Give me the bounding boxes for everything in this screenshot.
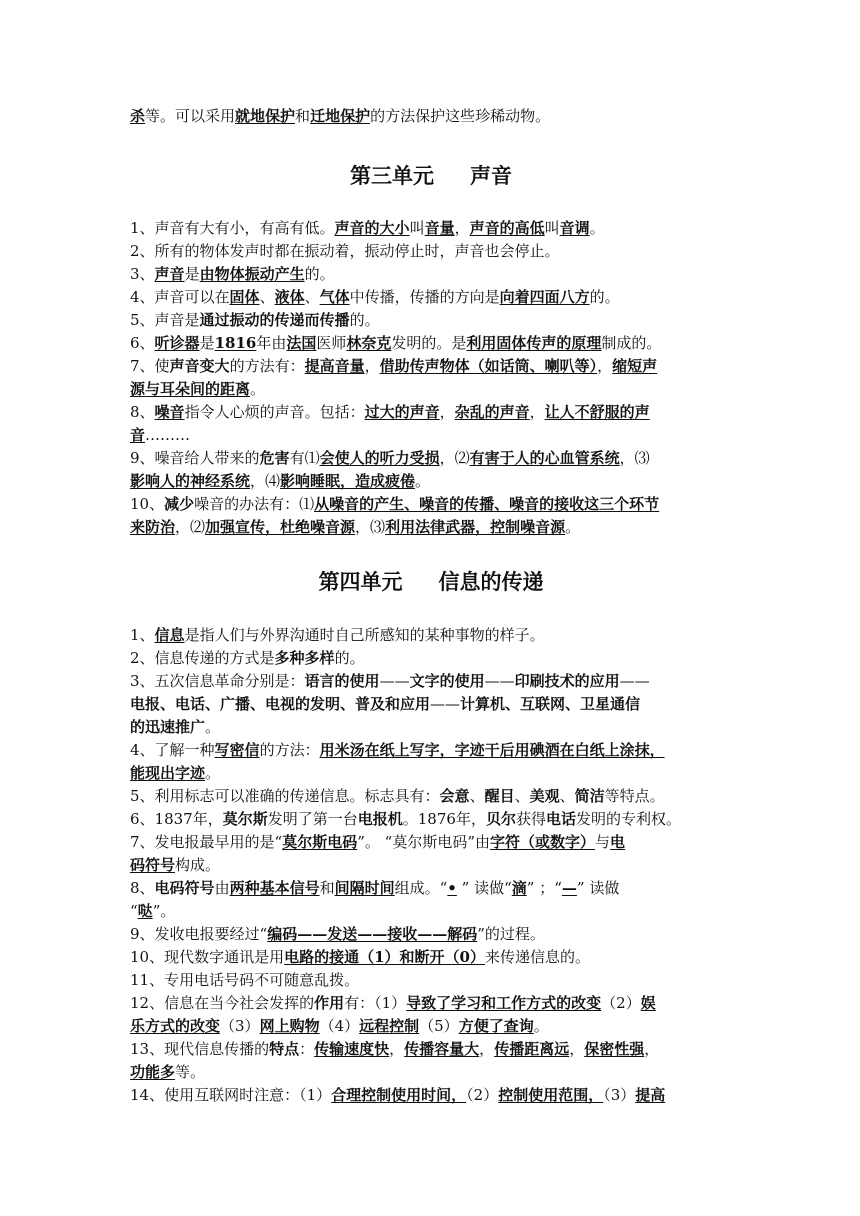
unit3-item-7a: 7、使声音变大的方法有：提高音量，借助传声物体（如话筒、喇叭等），缩短声	[130, 357, 658, 375]
unit3-item-9b: 影响人的神经系统，⑷影响睡眠，造成疲倦。	[130, 472, 431, 490]
unit4-item-4b: 能现出字迹。	[130, 764, 221, 782]
unit3-heading: 第三单元 声音	[350, 164, 512, 188]
unit4-item-8a: 8、电码符号由两种基本信号和间隔时间组成。“• ” 读做“滴” ；“—” 读做	[130, 879, 620, 897]
unit4-item-13b: 功能多等。	[130, 1063, 206, 1081]
unit3-item-4: 4、声音可以在固体、液体、气体中传播，传播的方向是向着四面八方的。	[130, 288, 620, 306]
unit4-heading: 第四单元 信息的传递	[318, 570, 544, 594]
unit4-item-1: 1、信息是指人们与外界沟通时自己所感知的某种事物的样子。	[130, 626, 545, 644]
unit4-item-10: 10、现代数字通讯是用电路的接通（1）和断开（0）来传递信息的。	[130, 948, 590, 966]
unit4-item-2: 2、信息传递的方式是多种多样的。	[130, 649, 365, 667]
unit4-item-14: 14、使用互联网时注意：（1）合理控制使用时间，（2）控制使用范围，（3）提高	[130, 1086, 666, 1104]
unit3-item-10b: 来防治，⑵加强宣传，杜绝噪音源，⑶利用法律武器，控制噪音源。	[130, 518, 581, 536]
unit4-item-5: 5、利用标志可以准确的传递信息。标志具有：会意、醒目、美观、简洁等特点。	[130, 787, 665, 805]
unit4-item-3a: 3、五次信息革命分别是：语言的使用——文字的使用——印刷技术的应用——	[130, 672, 650, 690]
unit3-item-8b: 音………	[130, 426, 191, 444]
unit4-item-7a: 7、发电报最早用的是“莫尔斯电码”。 “莫尔斯电码”由字符（或数字）与电	[130, 833, 626, 851]
unit4-item-3b: 电报、电话、广播、电视的发明、普及和应用——计算机、互联网、卫星通信	[130, 695, 641, 713]
unit3-item-7b: 源与耳朵间的距离。	[130, 380, 266, 398]
unit3-item-1: 1、声音有大有小，有高有低。声音的大小叫音量，声音的高低叫音调。	[130, 219, 605, 237]
unit3-item-9a: 9、噪音给人带来的危害有⑴会使人的听力受损，⑵有害于人的心血管系统，⑶	[130, 449, 650, 467]
intro-line: 杀等。可以采用就地保护和迁地保护的方法保护这些珍稀动物。	[130, 107, 551, 125]
unit3-item-8a: 8、噪音指令人心烦的声音。包括：过大的声音，杂乱的声音，让人不舒服的声	[130, 403, 650, 421]
unit4-item-12b: 乐方式的改变（3）网上购物（4）远程控制（5）方便了查询。	[130, 1017, 549, 1035]
unit4-item-6: 6、1837年，莫尔斯发明了第一台电报机。1876年，贝尔获得电话发明的专利权。	[130, 810, 682, 828]
unit4-item-4a: 4、了解一种写密信的方法：用米汤在纸上写字，字迹干后用碘酒在白纸上涂抹，	[130, 741, 665, 759]
unit4-item-9: 9、发收电报要经过“编码——发送——接收——解码”的过程。	[130, 925, 545, 943]
unit4-item-13a: 13、现代信息传播的特点：传输速度快，传播容量大，传播距离远，保密性强，	[130, 1040, 660, 1058]
unit4-item-7b: 码符号构成。	[130, 856, 221, 874]
unit4-item-11: 11、专用电话号码不可随意乱拨。	[130, 971, 360, 989]
unit4-item-3c: 的迅速推广。	[130, 718, 221, 736]
unit4-item-8b: “哒”。	[130, 902, 176, 920]
unit3-item-6: 6、听诊器是1816年由法国医师林奈克发明的。是利用固体传声的原理制成的。	[130, 334, 662, 352]
unit3-item-2: 2、所有的物体发声时都在振动着，振动停止时，声音也会停止。	[130, 242, 560, 260]
unit3-item-3: 3、声音是由物体振动产生的。	[130, 265, 335, 283]
unit3-item-5: 5、声音是通过振动的传递而传播的。	[130, 311, 380, 329]
unit3-item-10a: 10、减少噪音的办法有：⑴从噪音的产生、噪音的传播、噪音的接收这三个环节	[130, 495, 660, 513]
unit4-item-12a: 12、信息在当今社会发挥的作用有：（1）导致了学习和工作方式的改变（2）娱	[130, 994, 656, 1012]
